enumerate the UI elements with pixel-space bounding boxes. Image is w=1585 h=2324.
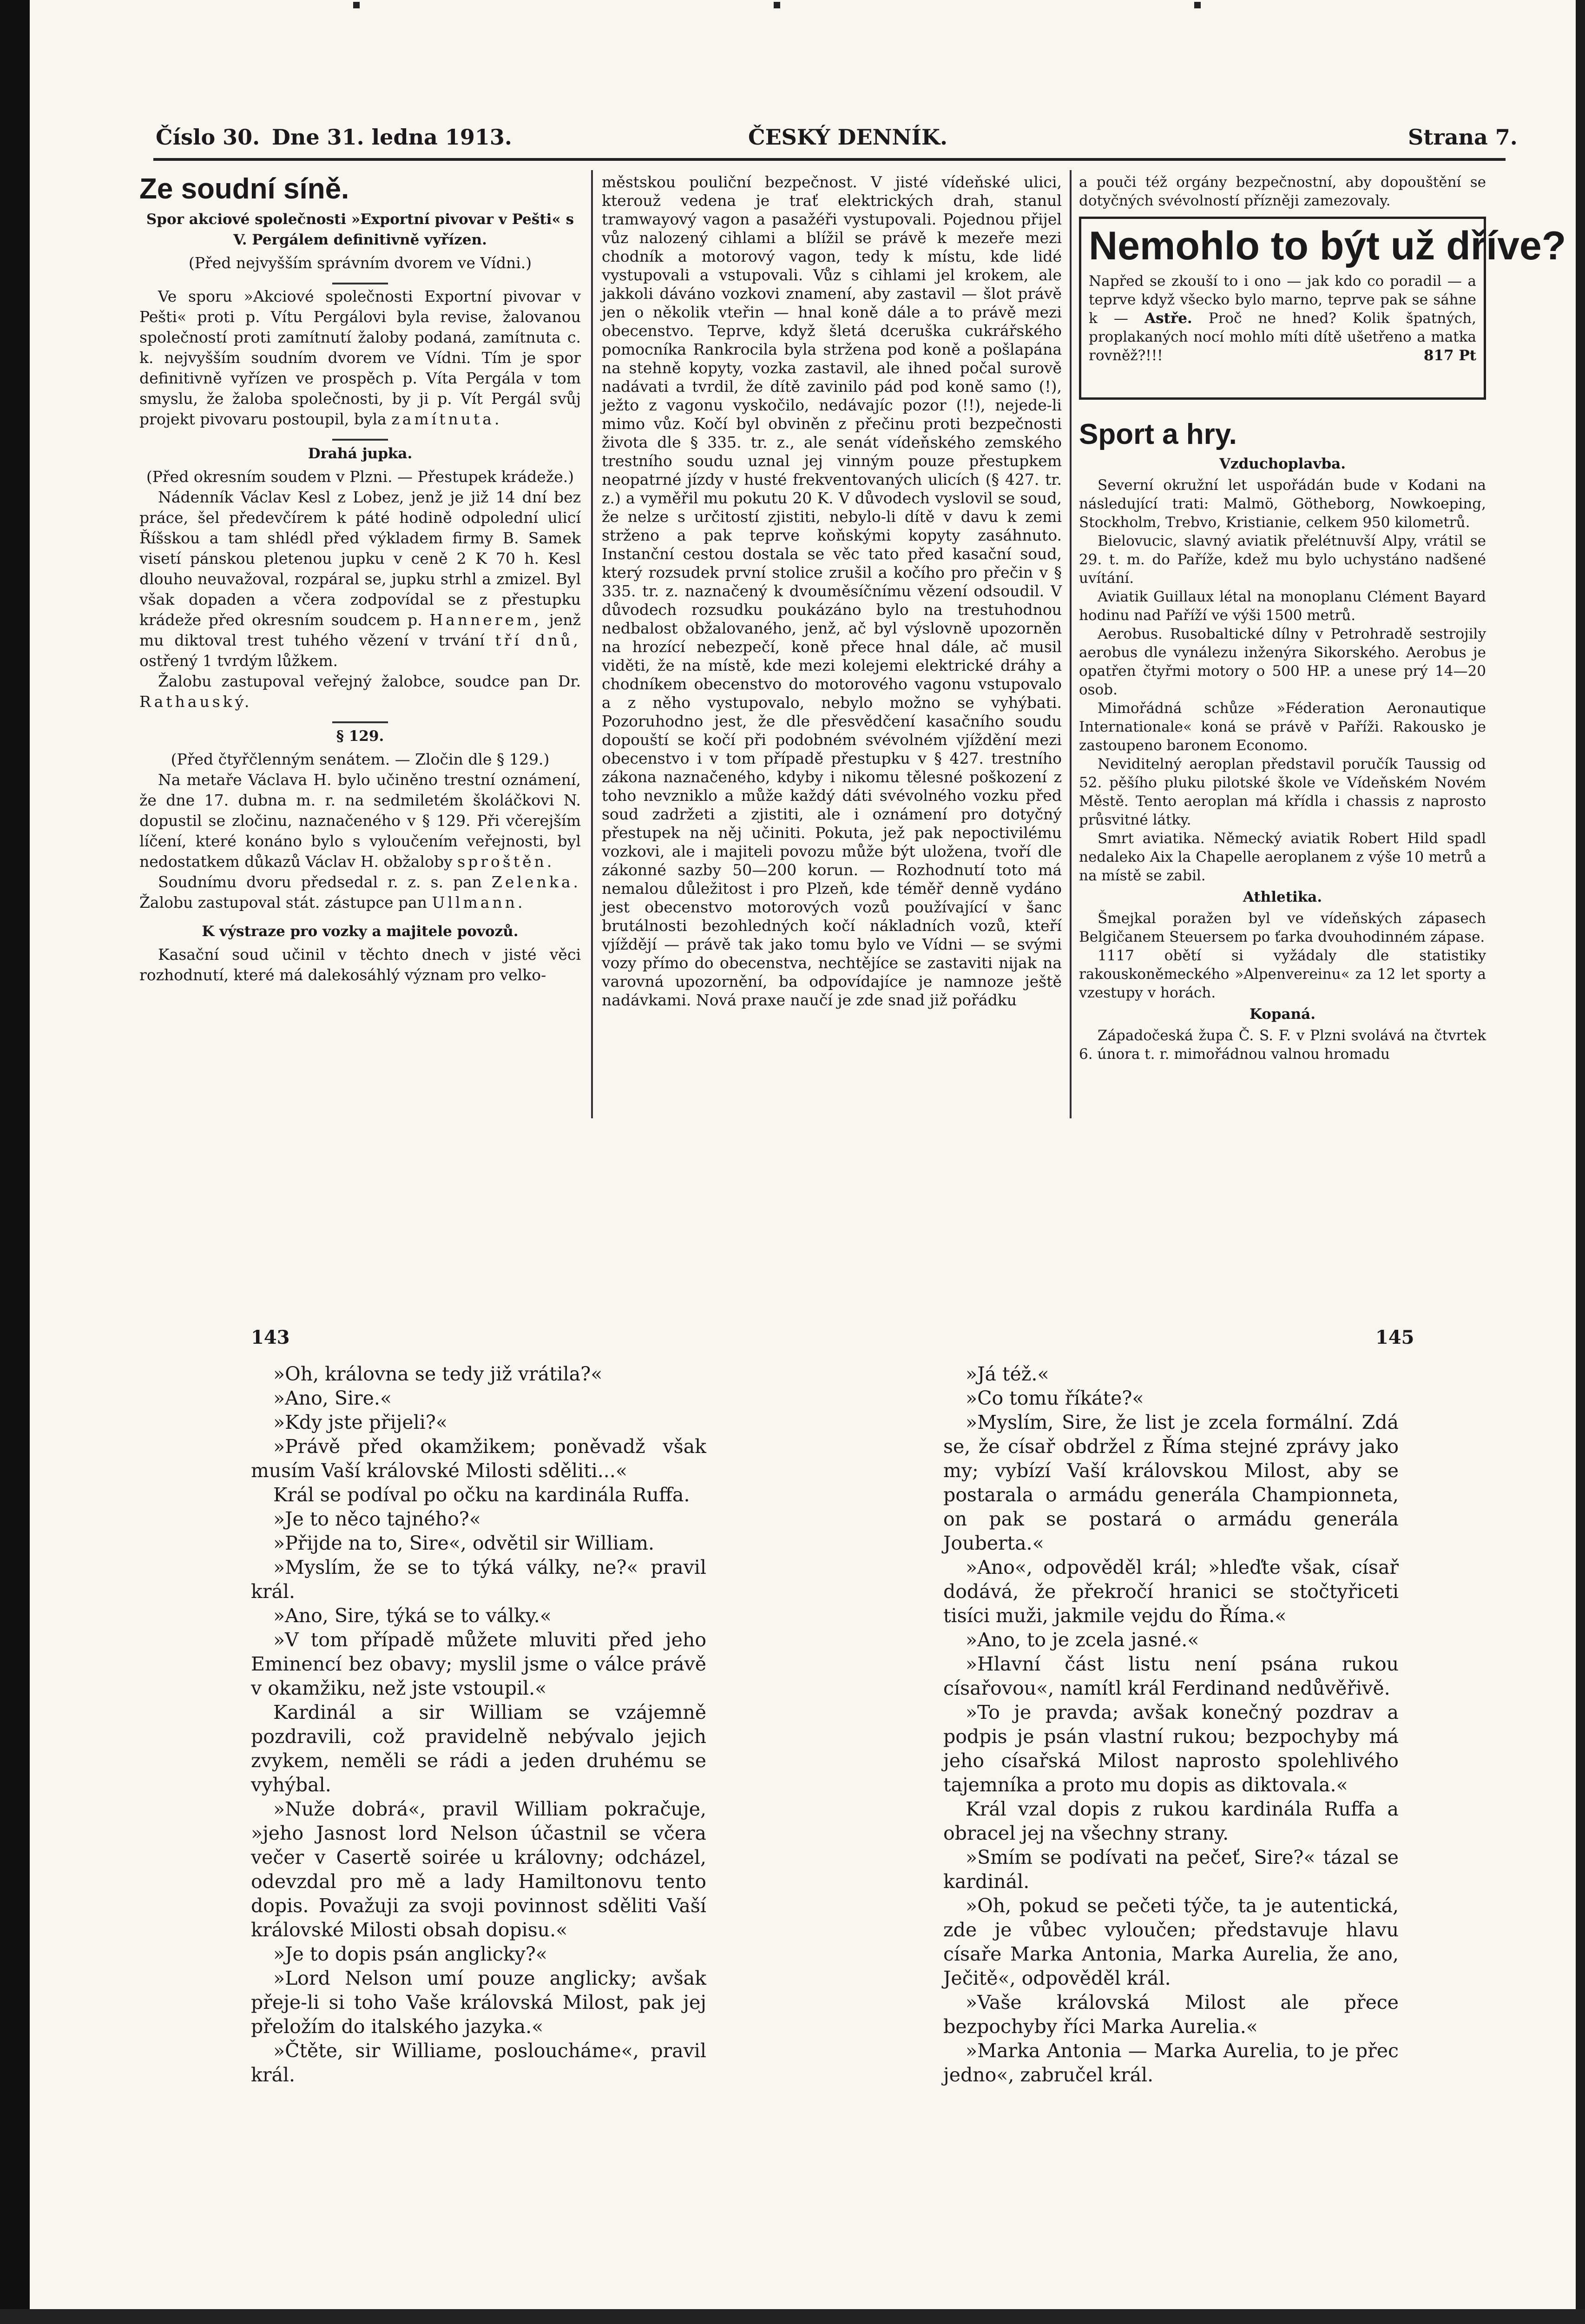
film-edge-bottom — [0, 2309, 1585, 2324]
news-item: Neviditelný aeroplan představil poručík Taussig od 52. pěšího pluku pilotské škole ve Vídeňském Novém Městě. Tento aeroplan má křídla i chassis z naprosto průsvitné látky. — [1079, 756, 1486, 828]
subsection-heading: Athletika. — [1243, 889, 1322, 905]
news-item: Aerobus. Rusobaltické dílny v Petrohradě sestrojily aerobus dle vynálezu inženýra Sikorského. Aerobus je opatřen čtyřmi motory o 500 HP. a unese prý 14—20 osob. — [1079, 626, 1486, 698]
advertisement-box — [1079, 217, 1566, 400]
book-paragraph: »Nuže dobrá«, pravil William pokračuje, »jeho Jasnost lord Nelson účastnil se včera večer v Casertě soirée u královny; odcházel, odevzdal pro mě a lady Hamiltonovu tento dopis. Považuji za svoji povinnost sděliti Vaší královské Milosti obsah dopisu.« — [251, 1798, 706, 1941]
book-paragraph: »Kdy jste přijeli?« — [273, 1411, 447, 1433]
article-paragraph: Nádenník Václav Kesl z Lobez, jenž je již 14 dní bez práce, šel předevčírem k páté hodině odpolední ulicí Říšskou a tam shlédl před výkladem firmy B. Samek visetí pánskou pletenou jupku v ceně 2 K 70 h. Kesl dlouho neuvažoval, rozpáral se, jupku strhl a zmizel. Byl však dopaden a včera zodpovídal se z přestupku krádeže před okresním soudcem p. Hannerem, jenž mu diktoval trest tuhého vězení v trvání tří dnů, ostřený 1 tvrdým lůžkem. — [139, 488, 581, 670]
book-paragraph: »Čtěte, sir Williame, posloucháme«, pravil král. — [251, 2040, 706, 2086]
book-paragraph: »Oh, pokud se pečeti týče, ta je autentická, zde je vůbec vyloučen; představuje hlavu císaře Marka Antonia, Marka Aurelia, že ano, Ječitě«, odpověděl král. — [943, 1895, 1399, 1989]
subsection-heading: Vzduchoplavba. — [1219, 456, 1346, 472]
article-subheading: (Před nejvyšším správním dvorem ve Vídni.) — [188, 254, 532, 272]
book-paragraph: »Je to dopis psán anglicky?« — [273, 1943, 547, 1965]
article-paragraph: Ve sporu »Akciové společnosti Exportní pivovar v Pešti« proti p. Vítu Pergálovi byla revise, žalovanou společností proti zamítnutí žaloby podaná, zamítnuta c. k. nejvyšším soudním dvorem ve Vídni. Tím je spor definitivně vyřízen ve prospěch p. Víta Pergála v tom smyslu, že žaloba společnosti, by ji p. Vít Pergál svůj projekt pivovaru postoupil, byla zamítnuta. — [139, 287, 581, 428]
newspaper-title: ČESKÝ DENNÍK. — [748, 125, 948, 150]
article-separator — [332, 283, 388, 284]
advertisement-code: 817 Pt — [1423, 347, 1476, 364]
news-item: Severní okružní let uspořádán bude v Kodani na následující trati: Malmö, Götheborg, Nowkoeping, Stockholm, Trebvo, Kristianie, celkem 950 kilometrů. — [1079, 477, 1486, 531]
news-item: Západočeská župa Č. S. F. v Plzni svolává na čtvrtek 6. února t. r. mimořádnou valnou hromadu — [1079, 1027, 1486, 1063]
book-page-right — [943, 1362, 1399, 2087]
film-mark — [1194, 2, 1201, 8]
news-item: Mimořádná schůze »Féderation Aeronautique Internationale« koná se právě v Paříži. Rakousko je zastoupeno baronem Economo. — [1079, 700, 1486, 754]
book-paragraph: »Oh, královna se tedy již vrátila?« — [273, 1363, 603, 1385]
book-paragraph: Kardinál a sir William se vzájemně pozdravili, což pravidelně nebývalo jejich zvykem, neměli se rádi a jeden druhému se vyhýbal. — [251, 1701, 706, 1796]
book-paragraph: »Marka Antonia — Marka Aurelia, to je přec jedno«, zabručel král. — [943, 2040, 1399, 2086]
advertisement-text: Napřed se zkouší to i ono — jak kdo co poradil — a teprve když všecko bylo marno, teprve pak se sáhne k — Astře. Proč ne hned? Kolik špatných, proplakaných nocí mohlo míti dítě ušetřeno a matka rovněž?!!! 817 Pt — [1089, 273, 1477, 364]
page-number: Strana 7. — [1408, 125, 1518, 150]
book-paragraph: »Právě před okamžikem; poněvadž však musím Vaší královské Milosti sděliti...« — [251, 1435, 706, 1482]
film-mark — [774, 2, 780, 8]
book-paragraph: »Vaše královská Milost ale přece bezpochyby říci Marka Aurelia.« — [943, 1991, 1399, 2038]
book-paragraph: »Ano, Sire.« — [273, 1387, 392, 1409]
column-court — [139, 173, 581, 985]
book-paragraph: »Myslím, že se to týká války, ne?« pravil král. — [251, 1556, 706, 1603]
article-paragraph: Soudnímu dvoru předsedal r. z. s. pan Zelenka. Žalobu zastupoval stát. zástupce pan Ullmann. — [139, 873, 581, 911]
film-edge-right — [1576, 0, 1585, 2324]
article-paragraph: Na metaře Václava H. bylo učiněno trestní oznámení, že dne 17. dubna m. r. na sedmiletém školáčkovi N. dopustil se zločinu, naznačeného v § 129. Při včerejším líčení, které konáno bylo s vyloučením veřejnosti, byl nedostatkem důkazů Václav H. obžaloby sproštěn. — [139, 771, 581, 871]
news-item: Bielovucic, slavný aviatik přelétnuvší Alpy, vrátil se 29. t. m. do Paříže, kdež mu bylo uchystáno nadšené uvítání. — [1079, 533, 1486, 587]
article-subheading: (Před čtyřčlenným senátem. — Zločin dle § 129.) — [171, 750, 550, 768]
section-heading-court: Ze soudní síně. — [139, 173, 349, 205]
book-paragraph: Král vzal dopis z rukou kardinála Ruffa a obracel jej na všechny strany. — [943, 1798, 1399, 1844]
article-separator — [332, 439, 388, 441]
header-rule — [153, 158, 1506, 161]
book-paragraph: »Je to něco tajného?« — [273, 1508, 481, 1530]
news-item: Smrt aviatika. Německý aviatik Robert Hild spadl nedaleko Aix la Chapelle aeroplanem z výše 10 metrů a na místě se zabil. — [1079, 830, 1486, 884]
issue-date: Dne 31. ledna 1913. — [272, 125, 512, 150]
book-paragraph: »Ano«, odpověděl král; »hleďte však, císař dodává, že překročí hranici se stočtyřiceti tisíci muži, jakmile vejdu do Říma.« — [943, 1556, 1399, 1627]
article-heading: Drahá jupka. — [308, 445, 413, 462]
news-item: 1117 obětí si vyžádaly dle statistiky rakouskoněmeckého »Alpenvereinu« za 12 let sporty a vzestupy v horách. — [1079, 947, 1486, 1001]
book-paragraph: »Myslím, Sire, že list je zcela formální. Zdá se, že císař obdržel z Říma stejné zprávy jako my; vybízí Vaší královskou Milost, aby se postarala o armádu generála Championneta, on pak se postará o armádu generála Jouberta.« — [943, 1411, 1399, 1554]
issue-number: Číslo 30. — [156, 125, 260, 150]
book-paragraph: »Co tomu říkáte?« — [966, 1387, 1144, 1409]
subsection-heading: Kopaná. — [1249, 1006, 1316, 1023]
article-paragraph: a pouči též orgány bezpečnostní, aby dopouštění se dotyčných svévolností přízněji zamezovaly. — [1079, 174, 1486, 209]
article-subheading: (Před okresním soudem v Plzni. — Přestupek krádeže.) — [146, 468, 574, 486]
section-heading-sport: Sport a hry. — [1079, 418, 1237, 450]
book-page-number-left: 143 — [251, 1327, 290, 1348]
book-paragraph: Král se podíval po očku na kardinála Ruffa. — [273, 1484, 690, 1506]
book-page-left — [251, 1362, 706, 2087]
column-rule — [591, 170, 593, 1118]
film-edge-left — [0, 0, 30, 2324]
article-paragraph: Kasační soud učinil v těchto dnech v jisté věci rozhodnutí, které má dalekosáhlý význam pro velko- — [139, 945, 581, 984]
article-heading: Spor akciové společnosti »Exportní pivovar v Pešti« s V. Pergálem definitivně vyřízen. — [146, 211, 574, 248]
column-rule — [1070, 170, 1072, 1118]
book-paragraph: »Přijde na to, Sire«, odvětil sir William. — [273, 1532, 655, 1554]
advertisement-title: Nemohlo to být už dříve? — [1089, 224, 1566, 268]
film-mark — [353, 2, 360, 8]
news-item: Šmejkal poražen byl ve vídeňských zápasech Belgičanem Steuersem po ťarka dvouhodinném zápase. — [1079, 910, 1486, 945]
book-paragraph: »Já též.« — [966, 1363, 1049, 1385]
book-paragraph: »Ano, Sire, týká se to války.« — [273, 1604, 552, 1627]
book-paragraph: »Smím se podívati na pečeť, Sire?« tázal se kardinál. — [943, 1846, 1399, 1893]
book-paragraph: »Lord Nelson umí pouze anglicky; avšak přeje-li si toho Vaše královská Milost, pak jej přeložím do italského jazyka.« — [251, 1967, 706, 2038]
article-paragraph: městskou pouliční bezpečnost. V jisté vídeňské ulici, kterouž vedena je trať elektrických drah, stanul tramwayový vagon a pasažéři vystupovali. Pojednou přijel vůz nalozený cihlami a blížil se právě k mezeře mezi chodník a motorový vagon, tedy k místu, kde lidé vystupovali a vstupovali. Vůz s cihlami jel krokem, ale jakkoli dáváno vozkovi znamení, aby zastavil — šlot právě jen o několik vteřin — hnal koně dále a to právě mezi obecenstvo. Teprve, když šletá dceruška cukrářského pomocníka Rankrocila byla stržena pod koně a pošlapána na stehně kopyty, vozka zastavil, ale ihned počal surově nadávati a tvrdil, že dítě zavinilo pád pod koně samo (!), ježto z vagonu vyskočilo, nedávajíc pozor (!!), nejede-li mimo vůz. Kočí byl obviněn z přečinu proti bezpečnosti života dle § 335. tr. z., ale senát vídeňského zemského trestního soudu uznal jej vinným pouze přestupkem neopatrné jízdy v husté frekventovaných ulicích (§ 427. tr. z.) a vyměřil mu pokutu 20 K. V důvodech vyslovil se soud, že nelze s určitostí zjistiti, nebylo-li dítě v davu k zemi strženo a pak teprve koňskými kopyty zasáhnuto. Instanční cestou dostala se věc tato před kasační soud, který rozsudek první stolice zrušil a kočího pro přečin v § 335. tr. z. naznačený k dvouměsíčnímu vězení odsoudil. V důvodech rozsudku poukázáno bylo na trestuhodnou nedbalost obžalovaného, jenž, ač byl výslovně upozorněn na hrozící nebezpečí, koně přece hnal dále, ač musil viděti, že na místě, kde mezi kolejemi elektrické dráhy a chodníkem obecenstvo do motorového vagonu vstupovalo a z něho vystupovalo, nebylo možno se vyhýbati. Pozoruhodno jest, že dle přesvědčení kasačního soudu dopouští se kočí při podobném svévolném vjíždění mezi obecenstvo i v tom případě přestupku v § 427. trestního zákona naznačeného, kdyby i nikomu tělesné poškození z toho nevzniklo a může každý dáti svévolného vozku před soud zadržeti a zjistiti, ale i oznámení pro dotyčný přestupek na něj učiniti. Pokuta, jež pak nepoctivilému vozkovi, ale i majiteli povozu může být uložena, tvoří dle zákonné sazby 50—200 korun. — Rozhodnutí toto má nemalou důležitost i pro Plzeň, kde téměř denně vydáno jest obecenstvo motorových vozů používající v šanc brutálnosti bezohledných kočí nákladních vozů, kteří vjíždějí — právě tak jako tomu bylo ve Vídni — se svými vozy přímo do obecenstva, nechtějíce se zastaviti nijak na varovná upozornění, ba odpovídajíce je namnoze ještě nadávkami. Nová praxe naučí je zde snad již pořádku — [602, 173, 1062, 1009]
article-paragraph: Žalobu zastupoval veřejný žalobce, soudce pan Dr. Rathauský. — [139, 672, 581, 711]
column-sport-news — [1079, 418, 1486, 1063]
column-continued — [602, 173, 1062, 1010]
book-page-number-right: 145 — [1375, 1327, 1414, 1348]
news-item: Aviatik Guillaux létal na monoplanu Clément Bayard hodinu nad Paříží ve výši 1500 metrů. — [1079, 588, 1486, 624]
article-heading: K výstraze pro vozky a majitele povozů. — [202, 923, 519, 940]
article-heading: § 129. — [336, 728, 384, 745]
book-paragraph: »Hlavní část listu není psána rukou císařovou«, namítl král Ferdinand nedůvěřivě. — [943, 1653, 1399, 1699]
article-separator — [332, 721, 388, 723]
book-paragraph: »V tom případě můžete mluviti před jeho Eminencí bez obavy; myslil jsme o válce právě v okamžiku, než jste vstoupil.« — [251, 1629, 706, 1699]
column-sport — [1079, 173, 1486, 210]
book-paragraph: »Ano, to je zcela jasné.« — [966, 1629, 1199, 1651]
book-paragraph: »To je pravda; avšak konečný pozdrav a podpis je psán vlastní rukou; bezpochyby má jeho císařská Milost naprosto spolehlivého tajemníka a proto mu dopis as diktovala.« — [943, 1701, 1399, 1796]
